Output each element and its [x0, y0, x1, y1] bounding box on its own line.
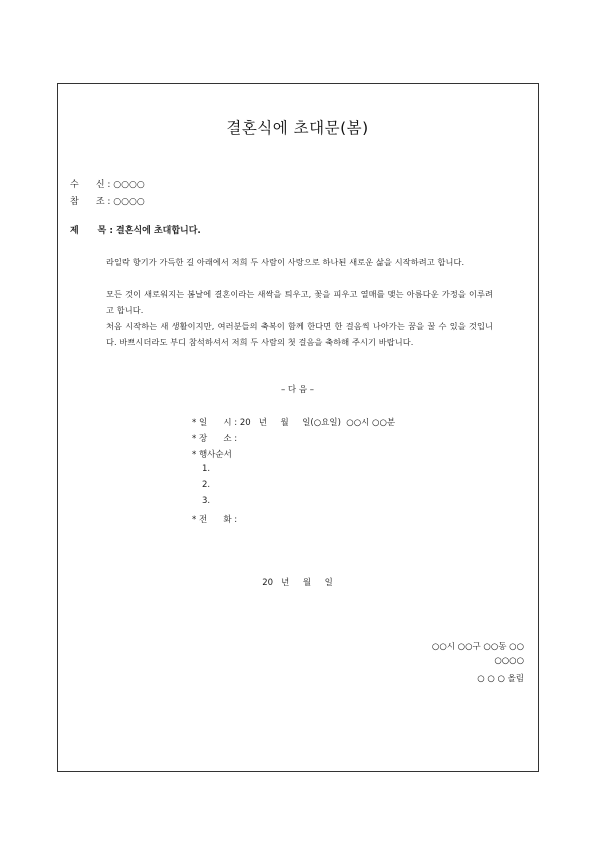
detail-datetime: * 일 시 : 20 년 월 일(○요일) ○○시 ○○분 [192, 418, 396, 428]
program-item-3: 3. [202, 496, 211, 506]
document-title: 결혼식에 초대문(봄) [226, 119, 369, 137]
sender-name: ○○○○ [494, 656, 524, 666]
reference-line: 참 조 : ○○○○ [70, 197, 145, 207]
sender-signoff: ○ ○ ○ 올림 [477, 674, 524, 684]
subject-line: 제 목 : 결혼식에 초대합니다. [70, 226, 201, 236]
notice-heading: – 다 음 – [280, 385, 315, 395]
recipient-line: 수 신 : ○○○○ [70, 180, 145, 190]
body-paragraph-3: 처음 시작하는 새 생활이지만, 여러분들의 축복이 함께 한다면 한 걸음씩 나아가는 꿈을 꿀 수 있을 것입니다. 바쁘시더라도 부디 참석하셔서 저희 두 사람의 첫 걸음을 축하해 주시기 바랍니다. [106, 321, 493, 348]
sender-address: ○○시 ○○구 ○○동 ○○ [431, 642, 524, 652]
body-paragraph-2: 모든 것이 새로워지는 봄날에 결혼이라는 새싹을 틔우고, 꽃을 피우고 열매를 맺는 아름다운 가정을 이루려고 합니다. [106, 289, 493, 316]
detail-phone: * 전 화 : [192, 515, 238, 525]
date-line: 20 년 월 일 [262, 578, 333, 588]
program-item-1: 1. [202, 464, 211, 474]
detail-program-label: * 행사순서 [192, 450, 232, 460]
body-paragraph-1: 라일락 향기가 가득한 길 아래에서 저희 두 사람이 사랑으로 하나된 새로운 삶을 시작하려고 합니다. [106, 257, 465, 267]
detail-place: * 장 소 : [192, 434, 238, 444]
program-item-2: 2. [202, 480, 211, 490]
